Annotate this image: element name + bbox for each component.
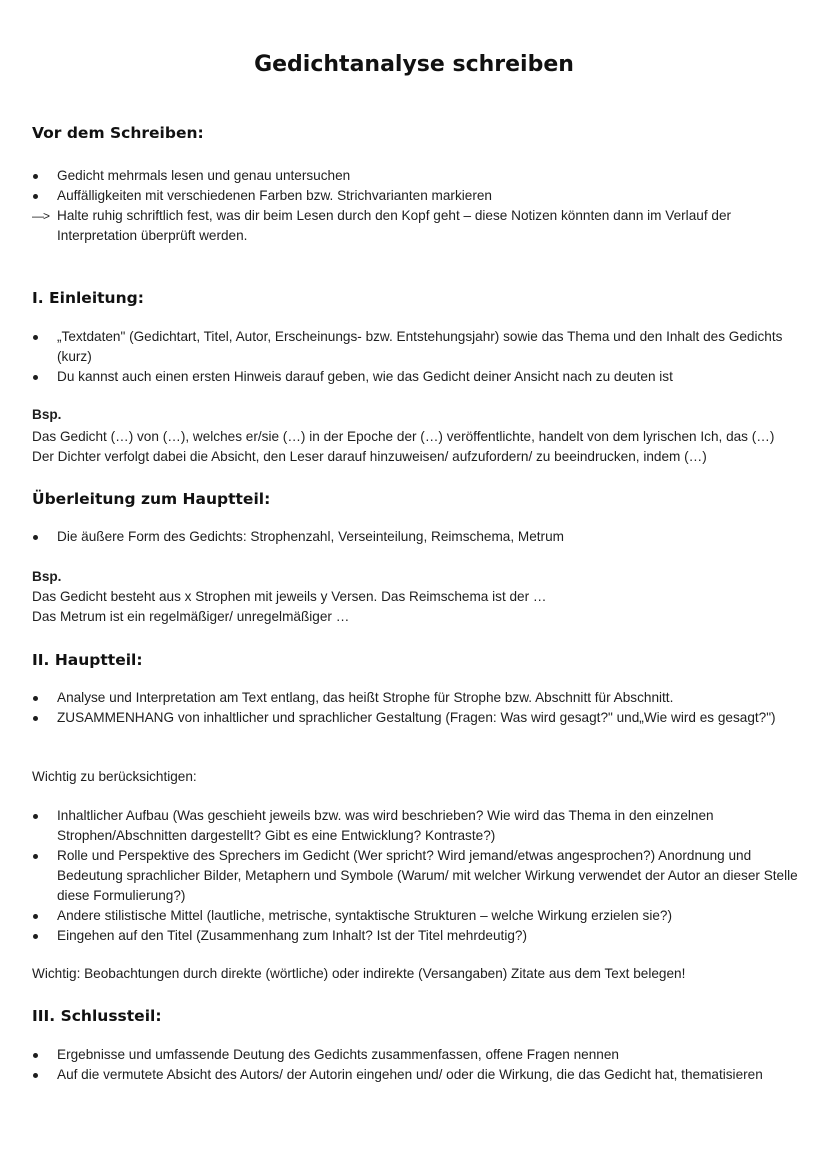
list-item: Andere stilistische Mittel (lautliche, metrische, syntaktische Strukturen – welche Wirkung erzielen sie?) bbox=[57, 908, 672, 923]
list-item: Rolle und Perspektive des Sprechers im Gedicht (Wer spricht? Wird jemand/etwas angesprochen?) Anordnung und Bedeutung sprachlicher Bilder, Metaphern und Symbole (Warum/ mit welcher Wirkung verwendet der Autor an dieser Stelle diese Formulierung?) bbox=[57, 848, 798, 903]
document-title: Gedichtanalyse schreiben bbox=[254, 52, 574, 77]
list-item: Eingehen auf den Titel (Zusammenhang zum Inhalt? Ist der Titel mehrdeutig?) bbox=[57, 928, 527, 943]
list-item: „Textdaten" (Gedichtart, Titel, Autor, Erscheinungs- bzw. Entstehungsjahr) sowie das Thema und den Inhalt des Gedichts (kurz) bbox=[57, 329, 783, 364]
list-item: Die äußere Form des Gedichts: Strophenzahl, Verseinteilung, Reimschema, Metrum bbox=[57, 529, 564, 544]
list-item: Analyse und Interpretation am Text entlang, das heißt Strophe für Strophe bzw. Abschnitt für Abschnitt. bbox=[57, 690, 674, 705]
example-line: Das Gedicht (…) von (…), welches er/sie (…) in der Epoche der (…) veröffentlichte, handelt von dem lyrischen Ich, das (…) bbox=[32, 429, 775, 444]
list-item: Auffälligkeiten mit verschiedenen Farben bzw. Strichvarianten markieren bbox=[57, 188, 492, 203]
wichtig-bullet-list bbox=[32, 806, 802, 946]
example-line: Der Dichter verfolgt dabei die Absicht, den Leser darauf hinzuweisen/ aufzufordern/ zu beeindrucken, indem (…) bbox=[32, 449, 707, 464]
example-label: Bsp. bbox=[32, 569, 62, 584]
section-heading-vor-dem-schreiben: Vor dem Schreiben: bbox=[32, 124, 204, 142]
section-heading-schlussteil: III. Schlussteil: bbox=[32, 1007, 162, 1025]
wichtig-intro: Wichtig zu berücksichtigen: bbox=[32, 769, 197, 784]
list-item: Auf die vermutete Absicht des Autors/ der Autorin eingehen und/ oder die Wirkung, die das Gedicht hat, thematisieren bbox=[57, 1067, 763, 1082]
arrow-note: —> Halte ruhig schriftlich fest, was dir beim Lesen durch den Kopf geht – diese Notizen könnten dann im Verlauf der Interpretation überprüft werden. bbox=[32, 208, 732, 243]
list-item: ZUSAMMENHANG von inhaltlicher und sprachlicher Gestaltung (Fragen: Was wird gesagt?" und„Wie wird es gesagt?") bbox=[57, 710, 776, 725]
section-heading-einleitung: I. Einleitung: bbox=[32, 289, 144, 307]
list-item: Du kannst auch einen ersten Hinweis darauf geben, wie das Gedicht deiner Ansicht nach zu deuten ist bbox=[57, 369, 673, 384]
example-line: Das Metrum ist ein regelmäßiger/ unregelmäßiger … bbox=[32, 609, 350, 624]
einleitung-bullet-list bbox=[32, 327, 802, 387]
list-item: Ergebnisse und umfassende Deutung des Gedichts zusammenfassen, offene Fragen nennen bbox=[57, 1047, 619, 1062]
section-heading-ueberleitung: Überleitung zum Hauptteil: bbox=[32, 490, 271, 508]
list-item: Gedicht mehrmals lesen und genau untersuchen bbox=[57, 168, 351, 183]
section-heading-hauptteil: II. Hauptteil: bbox=[32, 651, 143, 669]
example-label: Bsp. bbox=[32, 407, 62, 422]
vor-bullet-list bbox=[32, 166, 802, 246]
list-item: Inhaltlicher Aufbau (Was geschieht jeweils bzw. was wird beschrieben? Wie wird das Thema in den einzelnen Strophen/Abschnitten dargestellt? Gibt es eine Entwicklung? Kontraste?) bbox=[57, 808, 714, 843]
arrow-icon: —> bbox=[32, 209, 50, 223]
hauptteil-bullet-list bbox=[32, 688, 802, 728]
ueberleitung-bullet-list bbox=[32, 527, 802, 547]
schluss-bullet-list bbox=[32, 1045, 802, 1085]
example-line: Das Gedicht besteht aus x Strophen mit jeweils y Versen. Das Reimschema ist der … bbox=[32, 589, 547, 604]
wichtig-note: Wichtig: Beobachtungen durch direkte (wörtliche) oder indirekte (Versangaben) Zitate aus dem Text belegen! bbox=[32, 966, 686, 981]
